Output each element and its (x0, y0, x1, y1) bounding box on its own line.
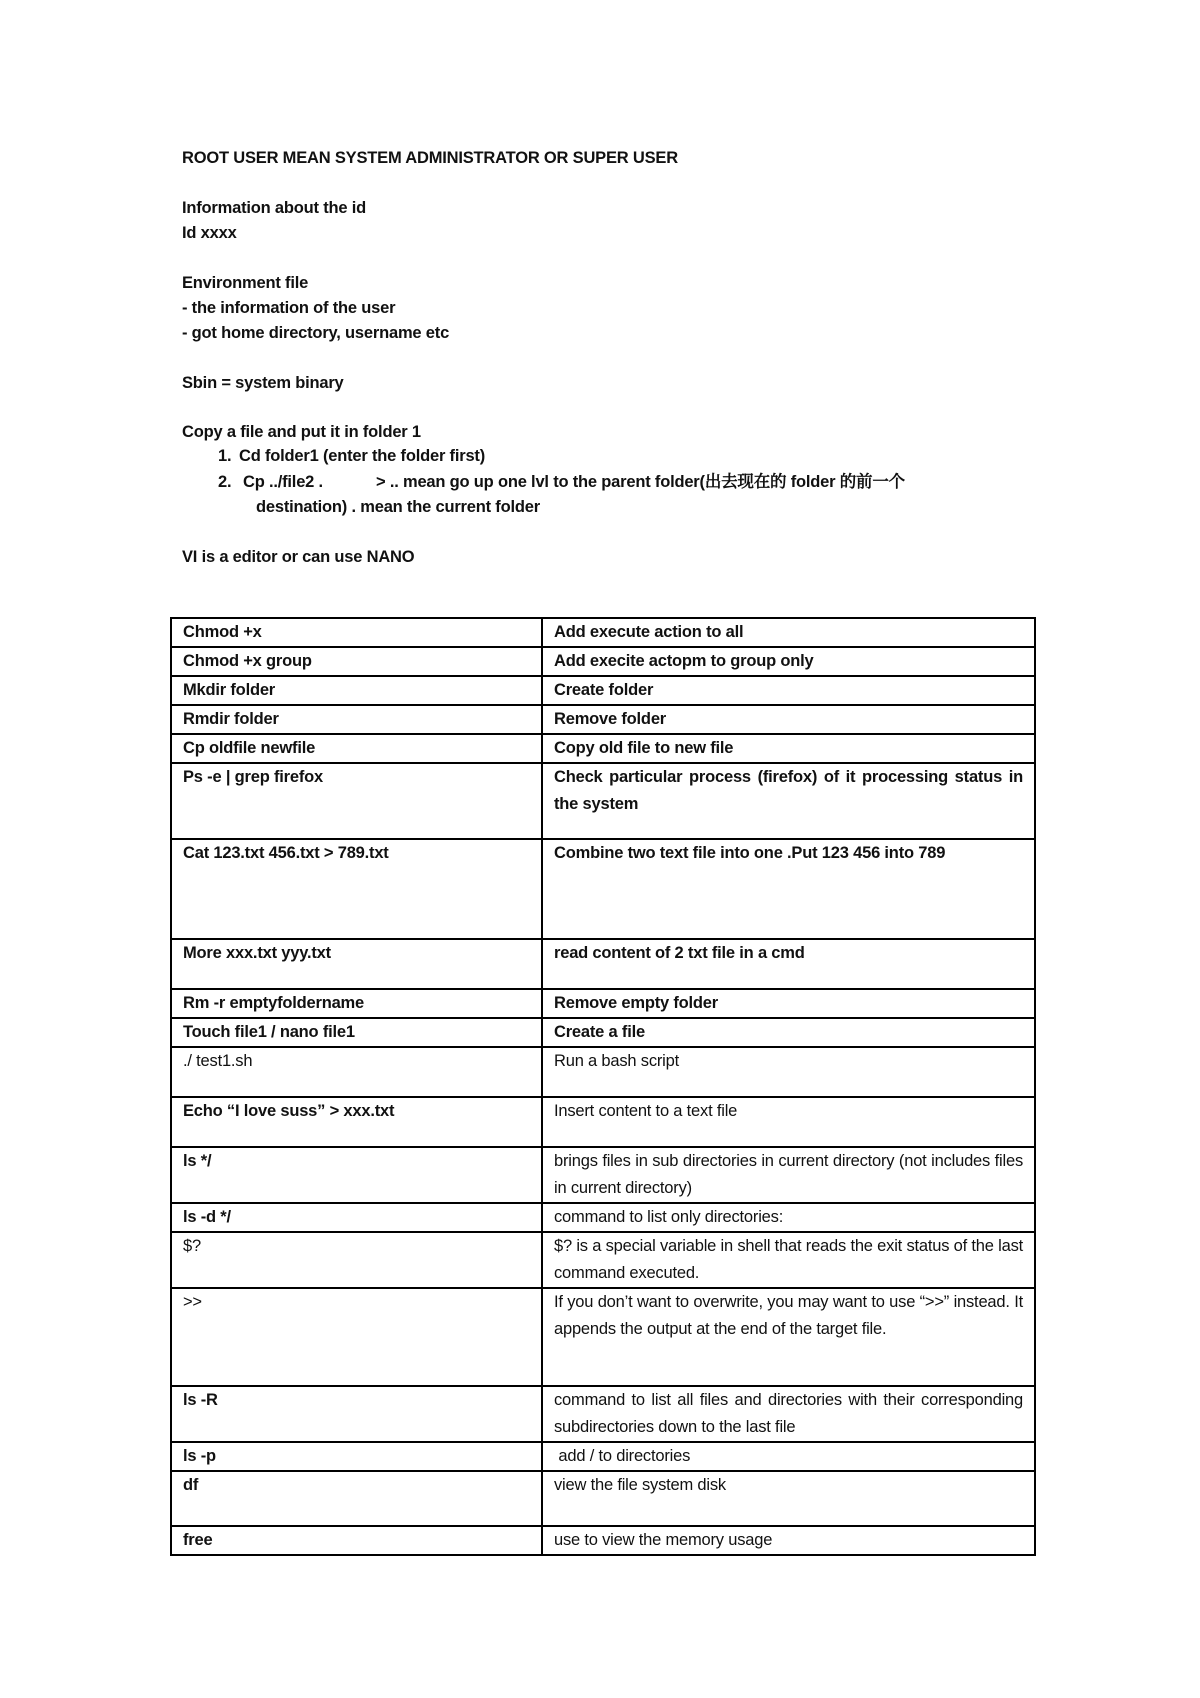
command-cell: Echo “I love suss” > xxx.txt (171, 1097, 542, 1147)
command-cell: ls -d */ (171, 1203, 542, 1232)
table-row (171, 1147, 1035, 1203)
env-item: - the information of the user (182, 299, 396, 317)
table-row (171, 1526, 1035, 1555)
description-cell: add / to directories (542, 1442, 1035, 1471)
command-cell: $? (171, 1232, 542, 1288)
description-cell: Copy old file to new file (542, 734, 1035, 763)
table-row (171, 1288, 1035, 1386)
env-item: - got home directory, username etc (182, 324, 450, 342)
command-cell: ls -R (171, 1386, 542, 1442)
command-cell: ./ test1.sh (171, 1047, 542, 1097)
table-row (171, 1471, 1035, 1526)
command-cell: Cp oldfile newfile (171, 734, 542, 763)
command-cell: Touch file1 / nano file1 (171, 1018, 542, 1047)
command-cell: ls */ (171, 1147, 542, 1203)
command-cell: Cat 123.txt 456.txt > 789.txt (171, 839, 542, 939)
description-cell: Insert content to a text file (542, 1097, 1035, 1147)
commands-table (170, 617, 1036, 1556)
description-cell: Check particular process (firefox) of it processing status in the system (542, 763, 1035, 839)
copy-step-note: > .. mean go up one lvl to the parent folder(出去现在的 folder 的前一个 (376, 473, 905, 491)
table-row (171, 1203, 1035, 1232)
list-number: 2. (218, 473, 232, 491)
list-number: 1. (218, 447, 232, 465)
table-row (171, 705, 1035, 734)
table-row (171, 647, 1035, 676)
description-cell: If you don’t want to overwrite, you may want to use “>>” instead. It appends the output at the end of the target file. (542, 1288, 1035, 1386)
command-cell: Rm -r emptyfoldername (171, 989, 542, 1018)
description-cell: Add execute action to all (542, 618, 1035, 647)
command-cell: Mkdir folder (171, 676, 542, 705)
sbin-note: Sbin = system binary (182, 374, 344, 392)
page-title: ROOT USER MEAN SYSTEM ADMINISTRATOR OR SUPER USER (182, 149, 678, 167)
copy-step: Cd folder1 (enter the folder first) (239, 447, 486, 465)
description-cell: view the file system disk (542, 1471, 1035, 1526)
table-row (171, 1386, 1035, 1442)
table-row (171, 1047, 1035, 1097)
table-row (171, 989, 1035, 1018)
env-heading: Environment file (182, 274, 309, 292)
copy-step-command: Cp ../file2 . (243, 473, 323, 491)
description-cell: command to list all files and directories with their corresponding subdirectories down to the last file (542, 1386, 1035, 1442)
description-cell: brings files in sub directories in current directory (not includes files in current directory) (542, 1147, 1035, 1203)
description-cell: command to list only directories: (542, 1203, 1035, 1232)
description-cell: Remove folder (542, 705, 1035, 734)
command-cell: Chmod +x group (171, 647, 542, 676)
table-row (171, 839, 1035, 939)
copy-step-continuation: destination) . mean the current folder (256, 498, 540, 516)
command-cell: Rmdir folder (171, 705, 542, 734)
table-row (171, 1018, 1035, 1047)
table-row (171, 939, 1035, 989)
command-cell: More xxx.txt yyy.txt (171, 939, 542, 989)
description-cell: Create folder (542, 676, 1035, 705)
description-cell: use to view the memory usage (542, 1526, 1035, 1555)
command-cell: ls -p (171, 1442, 542, 1471)
table-row (171, 618, 1035, 647)
command-cell: Chmod +x (171, 618, 542, 647)
command-cell: >> (171, 1288, 542, 1386)
description-cell: $? is a special variable in shell that reads the exit status of the last command executed. (542, 1232, 1035, 1288)
description-cell: Create a file (542, 1018, 1035, 1047)
description-cell: read content of 2 txt file in a cmd (542, 939, 1035, 989)
table-row (171, 763, 1035, 839)
description-cell: Remove empty folder (542, 989, 1035, 1018)
description-cell: Combine two text file into one .Put 123 456 into 789 (542, 839, 1035, 939)
id-heading: Information about the id (182, 199, 367, 217)
copy-heading: Copy a file and put it in folder 1 (182, 423, 421, 441)
table-row (171, 1232, 1035, 1288)
table-row (171, 676, 1035, 705)
editor-note: VI is a editor or can use NANO (182, 548, 415, 566)
table-row (171, 1097, 1035, 1147)
description-cell: Run a bash script (542, 1047, 1035, 1097)
table-row (171, 734, 1035, 763)
table-row (171, 1442, 1035, 1471)
command-cell: df (171, 1471, 542, 1526)
id-example: Id xxxx (182, 224, 237, 242)
command-cell: free (171, 1526, 542, 1555)
description-cell: Add execite actopm to group only (542, 647, 1035, 676)
command-cell: Ps -e | grep firefox (171, 763, 542, 839)
